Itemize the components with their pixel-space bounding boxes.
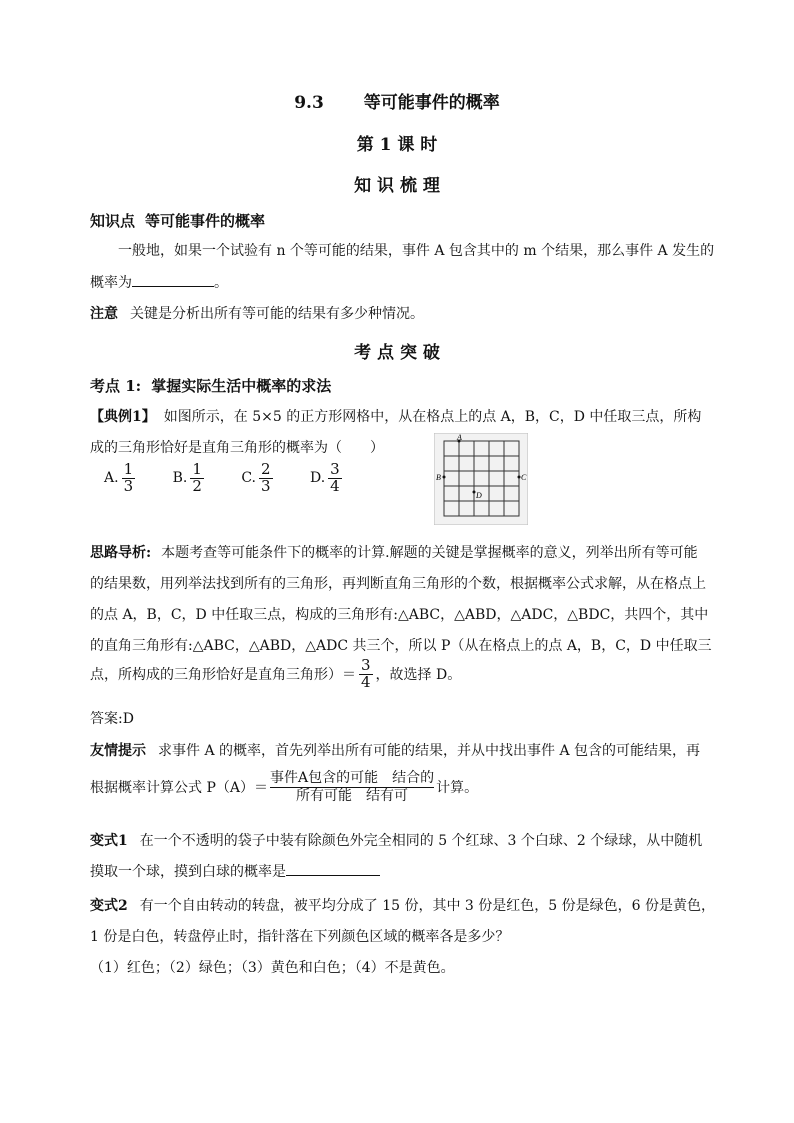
label-a: A xyxy=(457,433,462,442)
variant-2-line-1: 变式2 有一个自由转动的转盘，被平均分成了 15 份，其中 3 份是红色，5 份是绿色，6 份是黄色， xyxy=(90,898,715,914)
note: 注意 关键是分析出所有等可能的结果有多少种情况。 xyxy=(90,306,424,322)
point-1-heading: 考点 1: 掌握实际生活中概率的求法 xyxy=(90,377,332,395)
example-1-line-1: 【典例1】 如图所示，在 5×5 的正方形网格中，从在格点上的点 A，B，C，D 中任取三点，所构 xyxy=(90,409,702,425)
option-d[interactable]: D. $\frac{3}{4}$ xyxy=(309,460,340,495)
tip-line-1: 友情提示 求事件 A 的概率，首先列举出所有可能的结果，并从中找出事件 A 包含的可能结果，再 xyxy=(90,743,701,759)
knowledge-heading: 知 识 梳 理 xyxy=(354,176,440,196)
analysis-line-2: 的结果数，用列举法找到所有的三角形，再判断直角三角形的个数，根据概率公式求解，从在格点上 xyxy=(90,576,706,592)
option-b[interactable]: B. $\frac{1}{2}$ xyxy=(172,460,202,495)
section-number: 9.3 xyxy=(294,93,324,113)
section-title xyxy=(0,88,794,113)
variant-1-line-2: 摸取一个球，摸到白球的概率是 xyxy=(90,861,380,881)
variant-2-line-2: 1 份是白色，转盘停止时，指针落在下列颜色区域的概率各是多少？ xyxy=(90,929,510,945)
label-c: C xyxy=(521,473,527,482)
option-c[interactable]: C. $\frac{2}{3}$ xyxy=(241,460,271,495)
knowledge-point: 知识点 等可能事件的概率 xyxy=(90,212,266,230)
point-b-dot xyxy=(443,476,446,479)
analysis-line-1: 思路导析: 本题考查等可能条件下的概率的计算.解题的关键是掌握概率的意义，列举出所有等可能 xyxy=(90,545,698,561)
lesson-title: 第 1 课 时 xyxy=(356,135,438,155)
analysis-line-3: 的点 A，B，C，D 中任取三点，构成的三角形有:△ABC，△ABD，△ADC，△BDC，共四个，其中 xyxy=(90,607,709,623)
tip-line-2: 根据概率计算公式 P（A）＝ 事件A包含的可能 结合的 所有可能 结有可 计算。 xyxy=(90,770,479,804)
knowledge-line-1: 一般地，如果一个试验有 n 个等可能的结果，事件 A 包含其中的 m 个结果，那么事件 A 发生的 xyxy=(118,243,715,259)
knowledge-line-2: 概率为 。 xyxy=(90,275,228,291)
answer-fraction: $\frac{3}{4}$ xyxy=(361,656,371,691)
answer-blank[interactable] xyxy=(132,274,214,287)
grid-figure xyxy=(434,433,528,525)
probability-formula: 事件A包含的可能 结合的 所有可能 结有可 xyxy=(269,770,435,804)
analysis-line-5: 点，所构成的三角形恰好是直角三角形）＝ $\frac{3}{4}$ ，故选择 D。 xyxy=(90,656,462,691)
grid-svg xyxy=(434,433,528,525)
label-b: B xyxy=(436,473,441,482)
answer-line: 答案:D xyxy=(90,711,134,727)
option-a[interactable]: A. $\frac{1}{3}$ xyxy=(104,460,134,495)
variant-1-blank[interactable] xyxy=(286,863,380,876)
label-d: D xyxy=(476,491,482,500)
example-1-line-2: 成的三角形恰好是直角三角形的概率为（ ） xyxy=(90,440,384,456)
example-1-options xyxy=(104,462,345,495)
variant-2-line-3: （1）红色；（2）绿色；（3）黄色和白色；（4）不是黄色。 xyxy=(90,960,455,976)
section-name: 等可能事件的概率 xyxy=(363,93,500,113)
practice-heading: 考 点 突 破 xyxy=(354,343,440,363)
analysis-line-4: 的直角三角形有:△ABC，△ABD，△ADC 共三个，所以 P（从在格点上的点 A，B，C，D 中任取三 xyxy=(90,638,712,654)
variant-1-line-1: 变式1 在一个不透明的袋子中装有除颜色外完全相同的 5 个红球、3 个白球、2 个绿球，从中随机 xyxy=(90,833,703,849)
